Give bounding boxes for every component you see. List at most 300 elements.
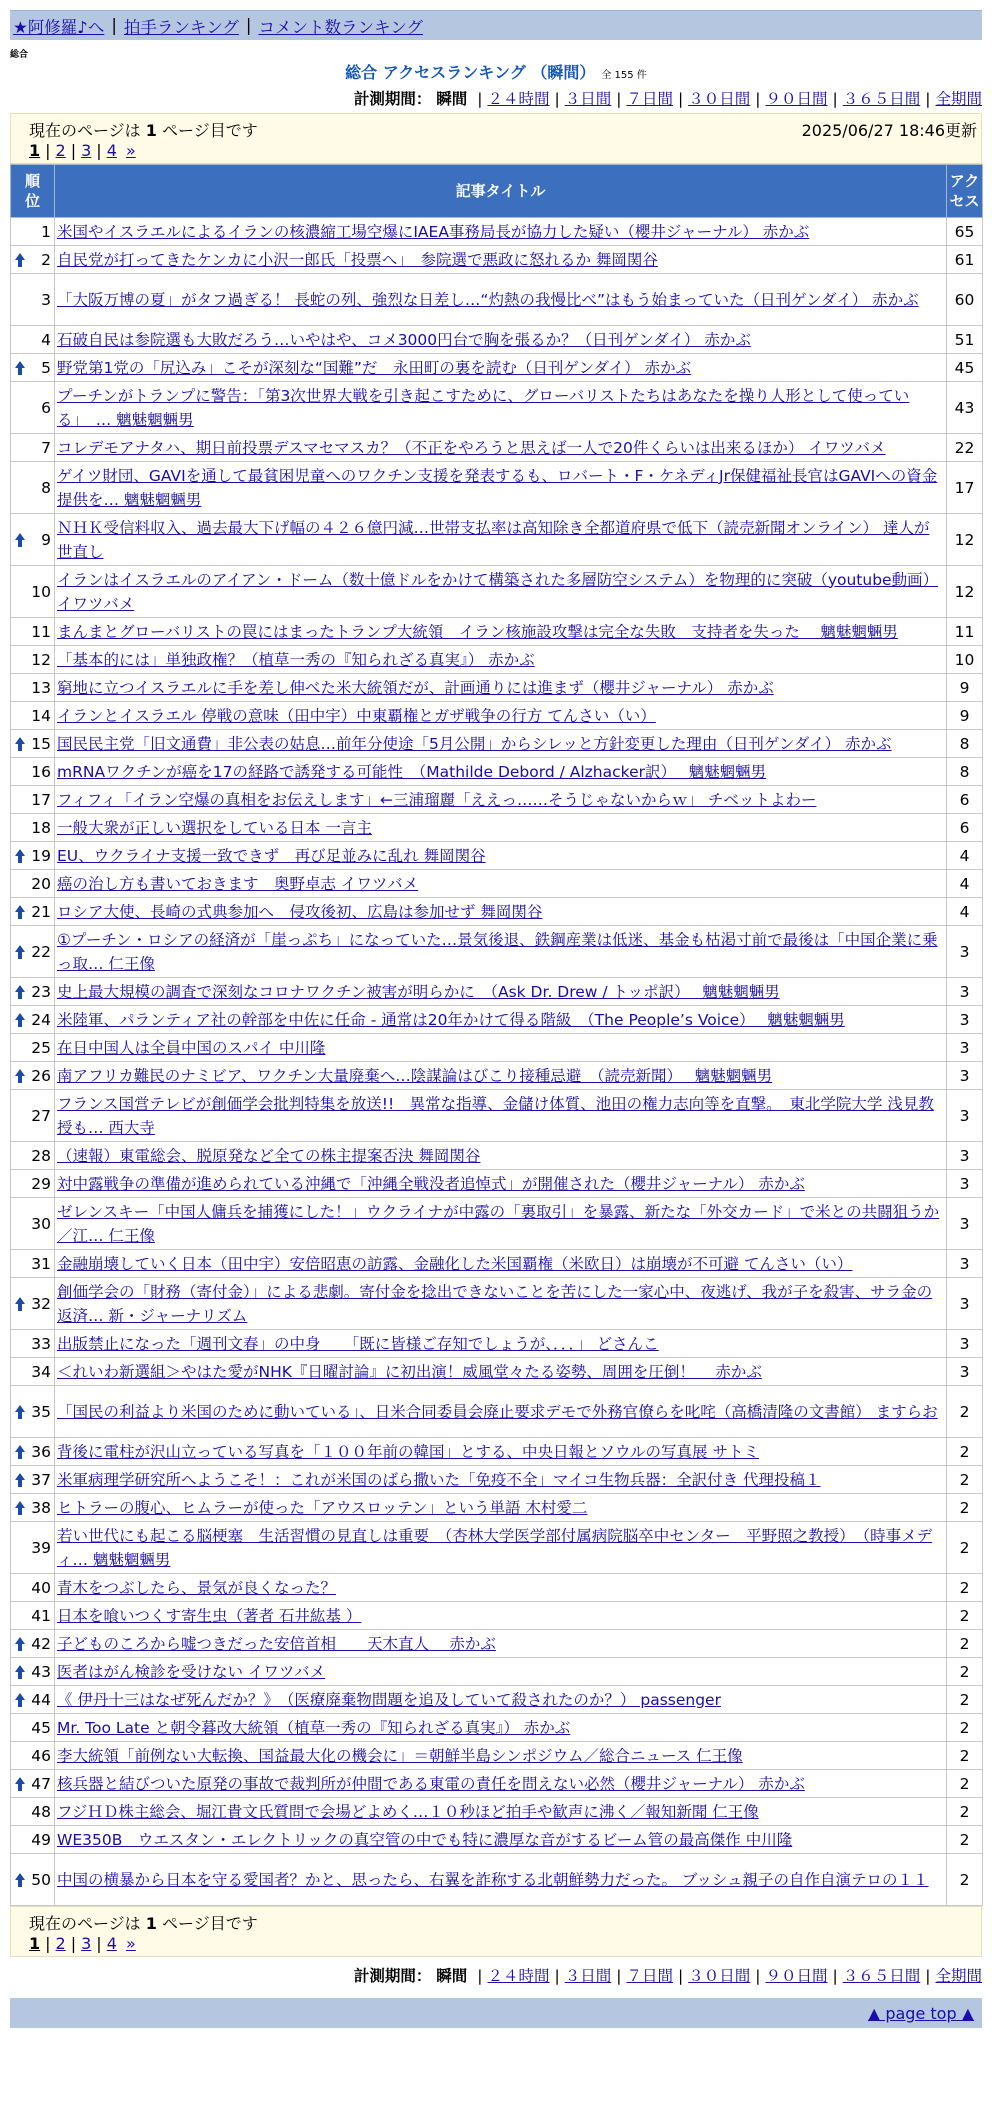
header-access (947, 165, 983, 218)
access-count: 3 (947, 1062, 983, 1090)
article-title-link[interactable]: 米国やイスラエルによるイランの核濃縮工場空爆にIAEA事務局長が協力した疑い（櫻井ジャーナル） 赤かぶ (57, 222, 810, 241)
table-row (11, 354, 983, 382)
title-cell (55, 646, 947, 674)
access-count: 3 (947, 978, 983, 1006)
page-link[interactable]: 3 (81, 1934, 92, 1953)
table-row (11, 814, 983, 842)
rank-number: 43 (31, 1662, 51, 1681)
rank-cell (11, 1714, 55, 1742)
rank-number: 48 (31, 1802, 51, 1821)
access-count: 2 (947, 1658, 983, 1686)
article-title-link[interactable]: 南アフリカ難民のナミビア、ワクチン大量廃棄へ…陰謀論はびこり接種忌避 （読売新聞） 魑魅魍魎男 (57, 1066, 773, 1085)
rank-number: 35 (31, 1402, 51, 1421)
article-title-link[interactable]: 米陸軍、パランティア社の幹部を中佐に任命 - 通常は20年かけて得る階級 （The People’s Voice） 魑魅魍魎男 (57, 1010, 845, 1029)
title-cell (55, 326, 947, 354)
rank-number: 30 (31, 1214, 51, 1233)
rank-up-arrow-icon (15, 945, 25, 959)
period-link[interactable]: ３６５日間 (842, 1967, 921, 1985)
article-title-link[interactable]: 「国民の利益より米国のために動いている」、日米合同委員会廃止要求デモで外務官僚らを叱咤（高橋清隆の文書館） ますらお (57, 1402, 938, 1421)
table-row (11, 1090, 983, 1142)
page-link[interactable]: 4 (106, 141, 117, 160)
access-count: 3 (947, 1198, 983, 1250)
access-count: 2 (947, 1630, 983, 1658)
page-info-prefix: 現在のページは (29, 1914, 146, 1933)
period-link[interactable]: ７日間 (626, 1967, 673, 1985)
rank-number: 37 (31, 1470, 51, 1489)
table-row (11, 1250, 983, 1278)
rank-cell (11, 1494, 55, 1522)
rank-cell (11, 674, 55, 702)
article-title-link[interactable]: ①プーチン・ロシアの経済が「崖っぷち」になっていた…景気後退、鉄鋼産業は低迷、基金も枯渇寸前で最後は「中国企業に乗っ取… 仁王像 (57, 930, 938, 973)
article-title-link[interactable]: 野党第1党の「尻込み」こそが深刻な“国難”だ 永田町の裏を読む（日刊ゲンダイ） 赤かぶ (57, 358, 692, 377)
access-count: 2 (947, 1522, 983, 1574)
rank-cell (11, 274, 55, 326)
title-cell (55, 514, 947, 566)
article-title-link[interactable]: 青木をつぶしたら、景気が良くなった？ (57, 1578, 337, 1597)
page-link[interactable]: 2 (55, 141, 66, 160)
period-link[interactable]: ３０日間 (688, 1967, 751, 1985)
rank-cell (11, 1250, 55, 1278)
title-cell (55, 786, 947, 814)
table-row (11, 1602, 983, 1630)
rank-cell (11, 1826, 55, 1854)
article-title-link[interactable]: 李大統領「前例ない大転換、国益最大化の機会に」＝朝鮮半島シンポジウム／総合ニュース 仁王像 (57, 1746, 743, 1765)
article-title-link[interactable]: 《 伊丹十三はなぜ死んだか？》 （医療廃棄物問題を追及していて殺されたのか？） passenger (57, 1690, 721, 1709)
title-cell (55, 1250, 947, 1278)
article-title-link[interactable]: ロシア大使、長崎の式典参加へ 侵攻後初、広島は参加せず 舞岡関谷 (57, 902, 543, 921)
article-title-link[interactable]: Mr. Too Late と朝令暮改大統領（植草一秀の『知られざる真実』） 赤かぶ (57, 1718, 571, 1737)
period-separator: | (477, 90, 483, 108)
rank-up-arrow-icon (15, 1665, 25, 1679)
article-title-link[interactable]: イランとイスラエル 停戦の意味（田中宇）中東覇権とガザ戦争の行方 てんさい（い） (57, 706, 656, 725)
table-row (11, 1658, 983, 1686)
title-cell (55, 898, 947, 926)
article-title-link[interactable]: 出版禁止になった「週刊文春」の中身 「既に皆様ご存知でしょうが、．．．」 どさんこ (57, 1334, 659, 1353)
title-cell (55, 1198, 947, 1250)
rank-number: 39 (31, 1538, 51, 1557)
title-cell (55, 1278, 947, 1330)
article-title-link[interactable]: WE350B ウエスタン・エレクトリックの真空管の中でも特に濃厚な音がするビーム管の最高傑作 中川隆 (57, 1830, 793, 1849)
rank-number: 36 (31, 1442, 51, 1461)
title-cell (55, 1770, 947, 1798)
table-row (11, 1062, 983, 1090)
page-link[interactable]: 2 (55, 1934, 66, 1953)
page-top-link[interactable]: ▲ page top ▲ (867, 2004, 974, 2023)
table-row (11, 1686, 983, 1714)
rank-number: 50 (31, 1870, 51, 1889)
period-separator: | (678, 90, 684, 108)
rank-cell (11, 326, 55, 354)
title-cell (55, 218, 947, 246)
rank-cell (11, 1358, 55, 1386)
rank-cell (11, 646, 55, 674)
rank-cell (11, 898, 55, 926)
rank-number: 13 (31, 678, 51, 697)
page-link[interactable]: 4 (106, 1934, 117, 1953)
header-rank (11, 165, 55, 218)
period-link[interactable]: 全期間 (935, 90, 982, 108)
rank-cell (11, 1742, 55, 1770)
article-title-link[interactable]: プーチンがトランプに警告：「第3次世界大戦を引き起こすために、グローバリストたちはあなたを操り人形として使っている」 … 魑魅魍魎男 (57, 386, 910, 429)
header-title: 記事タイトル (55, 165, 947, 218)
article-title-link[interactable]: イランはイスラエルのアイアン・ドーム（数十億ドルをかけて構築された多層防空システム）を物理的に突破（youtube動画） イワツバメ (57, 570, 939, 613)
article-title-link[interactable]: コレデモアナタハ、期日前投票デスマセマスカ？（不正をやろうと思えば一人で20件くらいは出来るほか） イワツバメ (57, 438, 886, 457)
page-separator: | (45, 1934, 51, 1953)
title-cell (55, 1358, 947, 1386)
nav-link-asyura-home[interactable]: ★阿修羅♪へ (13, 17, 105, 37)
article-title-link[interactable]: フランス国営テレビが創価学会批判特集を放送!! 異常な指導、金儲け体質、池田の権力志向等を直撃。 東北学院大学 浅見教授も… 西大寺 (57, 1094, 934, 1137)
table-row (11, 246, 983, 274)
title-cell (55, 870, 947, 898)
ranking-table (10, 164, 983, 1906)
period-link[interactable]: ３６５日間 (842, 90, 921, 108)
nav-link-comment-ranking[interactable]: コメント数ランキング (258, 17, 423, 37)
access-count: 3 (947, 1170, 983, 1198)
table-row (11, 1198, 983, 1250)
title-cell (55, 1602, 947, 1630)
rank-up-arrow-icon (15, 1501, 25, 1515)
access-count: 22 (947, 434, 983, 462)
title-cell (55, 1170, 947, 1198)
table-row (11, 730, 983, 758)
title-cell (55, 674, 947, 702)
page-separator: | (70, 141, 77, 160)
table-row (11, 514, 983, 566)
rank-number: 41 (31, 1606, 51, 1625)
header-access-label: アクセス (949, 172, 980, 210)
page-info-suffix: ページ目です (156, 1914, 258, 1933)
table-row (11, 758, 983, 786)
article-title-link[interactable]: 米軍病理学研究所へようこそ！：これが米国のばら撒いた「免疫不全」マイコ生物兵器：全訳付き 代理投稿１ (57, 1470, 821, 1489)
article-title-link[interactable]: 中国の横暴から日本を守る愛国者？かと、思ったら、右翼を詐称する北朝鮮勢力だった。 ブッシュ親子の自作自演テロの１１ (57, 1870, 929, 1889)
access-count: 61 (947, 246, 983, 274)
period-link[interactable]: ７日間 (626, 90, 673, 108)
article-title-link[interactable]: フジＨＤ株主総会、堀江貴文氏質問で会場どよめく…１０秒ほど拍手や歓声に沸く／報知新聞 仁王像 (57, 1802, 759, 1821)
page-info-prefix: 現在のページは (29, 121, 146, 140)
title-cell (55, 1142, 947, 1170)
table-row (11, 382, 983, 434)
article-title-link[interactable]: ＮＨＫ受信料収入、過去最大下げ幅の４２６億円減…世帯支払率は高知除き全都道府県で低下（読売新聞オンライン） 達人が世直し (57, 518, 930, 561)
access-count: 3 (947, 1006, 983, 1034)
total-count: 全 155 件 (601, 70, 647, 81)
access-count: 43 (947, 382, 983, 434)
article-title-link[interactable]: 医者はがん検診を受けない イワツバメ (57, 1662, 326, 1681)
rank-cell (11, 702, 55, 730)
title-cell (55, 246, 947, 274)
period-separator: | (616, 1967, 622, 1985)
access-count: 10 (947, 646, 983, 674)
article-title-link[interactable]: 核兵器と結びついた原発の事故で裁判所が仲間である東電の責任を問えない必然（櫻井ジャーナル） 赤かぶ (57, 1774, 805, 1793)
article-title-link[interactable]: 自民党が打ってきたケンカに小沢一郎氏「投票へ」 参院選で悪政に怒れるか 舞岡関谷 (57, 250, 658, 269)
article-title-link[interactable]: フィフィ「イラン空爆の真相をお伝えします」←三浦瑠麗「ええっ……そうじゃないからｗ」 チベットよわー (57, 790, 817, 809)
period-separator: | (925, 90, 931, 108)
access-count: 2 (947, 1438, 983, 1466)
title-cell (55, 1798, 947, 1826)
rank-cell (11, 1330, 55, 1358)
rank-up-arrow-icon (15, 905, 25, 919)
title-cell (55, 1742, 947, 1770)
rank-number: 26 (31, 1066, 51, 1085)
article-title-link[interactable]: 若い世代にも起こる脳梗塞 生活習慣の見直しは重要 （杏林大学医学部付属病院脳卒中センター 平野照之教授） （時事メディ… 魑魅魍魎男 (57, 1526, 933, 1569)
rank-cell (11, 926, 55, 978)
period-separator: | (554, 1967, 560, 1985)
article-title-link[interactable]: （速報）東電総会、脱原発など全ての株主提案否決 舞岡関谷 (57, 1146, 481, 1165)
rank-cell (11, 1386, 55, 1438)
access-count: 2 (947, 1742, 983, 1770)
next-page-link[interactable]: » (125, 1934, 136, 1953)
title-cell (55, 1330, 947, 1358)
title-cell (55, 1854, 947, 1906)
rank-up-arrow-icon (15, 1473, 25, 1487)
rank-up-arrow-icon (15, 533, 25, 547)
access-count: 2 (947, 1826, 983, 1854)
rank-number: 40 (31, 1578, 51, 1597)
article-title-link[interactable]: 子どものころから嘘つきだった安倍首相 天木直人 赤かぶ (57, 1634, 496, 1653)
page-separator: | (96, 1934, 102, 1953)
article-title-link[interactable]: 窮地に立つイスラエルに手を差し伸べた米大統領だが、計画通りには進まず（櫻井ジャーナル） 赤かぶ (57, 678, 774, 697)
article-title-link[interactable]: ＜れいわ新選組＞やはた愛がNHK『日曜討論』に初出演！威風堂々たる姿勢、周囲を圧倒！ 赤かぶ (57, 1362, 762, 1381)
rank-up-arrow-icon (15, 1445, 25, 1459)
article-title-link[interactable]: 史上最大規模の調査で深刻なコロナワクチン被害が明らかに （Ask Dr. Drew / トッポ訳） 魑魅魍魎男 (57, 982, 780, 1001)
article-title-link[interactable]: EU、ウクライナ支援一致できず 再び足並みに乱れ 舞岡関谷 (57, 846, 486, 865)
access-count: 45 (947, 354, 983, 382)
rank-number: 6 (41, 398, 51, 417)
rank-cell (11, 1522, 55, 1574)
rank-cell (11, 786, 55, 814)
article-title-link[interactable]: 金融崩壊していく日本（田中宇）安倍昭恵の訪露、金融化した米国覇権（米欧日）は崩壊が不可避 てんさい（い） (57, 1254, 853, 1273)
table-header-row (11, 165, 983, 218)
rank-up-arrow-icon (15, 737, 25, 751)
period-link[interactable]: ３日間 (564, 1967, 612, 1985)
table-row (11, 1466, 983, 1494)
title-cell (55, 1494, 947, 1522)
rank-cell (11, 382, 55, 434)
article-title-link[interactable]: 石破自民は参院選も大敗だろう…いやはや、コメ3000円台で胸を張るか？（日刊ゲンダイ） 赤かぶ (57, 330, 751, 349)
period-selector-top (354, 87, 982, 109)
period-separator: | (832, 90, 838, 108)
period-label: 計測期間： (353, 90, 432, 108)
table-row (11, 702, 983, 730)
rank-cell (11, 1602, 55, 1630)
period-separator: | (925, 1967, 931, 1985)
period-link[interactable]: 全期間 (935, 1967, 982, 1985)
title-cell (55, 462, 947, 514)
rank-number: 9 (41, 530, 51, 549)
table-row (11, 786, 983, 814)
rank-cell (11, 514, 55, 566)
rank-number: 4 (41, 330, 51, 349)
title-cell (55, 1522, 947, 1574)
rank-up-arrow-icon (15, 361, 25, 375)
table-row (11, 870, 983, 898)
article-title-link[interactable]: 日本を喰いつくす寄生虫（著者 石井紘基 ） (57, 1606, 362, 1625)
title-cell (55, 1386, 947, 1438)
table-row (11, 274, 983, 326)
title-cell (55, 434, 947, 462)
title-cell (55, 758, 947, 786)
article-title-link[interactable]: ゼレンスキー「中国人傭兵を捕獲にした！」ウクライナが中露の「裏取引」を暴露、新たな「外交カード」で米との共闘狙うか／江… 仁王像 (57, 1202, 940, 1245)
period-link[interactable]: ９０日間 (765, 90, 828, 108)
access-count: 9 (947, 702, 983, 730)
page-separator: | (70, 1934, 77, 1953)
title-cell (55, 274, 947, 326)
title-cell (55, 1658, 947, 1686)
rank-cell (11, 1854, 55, 1906)
access-count: 2 (947, 1714, 983, 1742)
table-row (11, 1170, 983, 1198)
rank-number: 12 (31, 650, 51, 669)
rank-number: 33 (31, 1334, 51, 1353)
table-row (11, 1386, 983, 1438)
rank-cell (11, 1658, 55, 1686)
rank-cell (11, 462, 55, 514)
next-page-link[interactable]: » (125, 141, 136, 160)
table-row (11, 462, 983, 514)
table-row (11, 1142, 983, 1170)
table-row (11, 1522, 983, 1574)
period-separator: | (755, 90, 761, 108)
rank-number: 19 (31, 846, 51, 865)
article-title-link[interactable]: 癌の治し方も書いておきます 奥野卓志 イワツバメ (57, 874, 419, 893)
rank-cell (11, 1170, 55, 1198)
title-cell (55, 1062, 947, 1090)
rank-cell (11, 218, 55, 246)
access-count: 11 (947, 618, 983, 646)
article-title-link[interactable]: 国民民主党「旧文通費」非公表の姑息…前年分使途「5月公開」からシレッと方針変更した理由（日刊ゲンダイ） 赤かぶ (57, 734, 892, 753)
table-row (11, 1574, 983, 1602)
rank-cell (11, 1574, 55, 1602)
period-separator: | (755, 1967, 761, 1985)
rank-cell (11, 758, 55, 786)
nav-link-applause-ranking[interactable]: 拍手ランキング (123, 17, 239, 37)
title-cell (55, 730, 947, 758)
article-title-link[interactable]: まんまとグローバリストの罠にはまったトランプ大統領 イラン核施設攻撃は完全な失敗 支持者を失った 魑魅魍魎男 (57, 622, 898, 641)
category-label: 総合 (10, 50, 29, 60)
title-cell (55, 382, 947, 434)
rank-up-arrow-icon (15, 1297, 25, 1311)
access-count: 8 (947, 758, 983, 786)
title-cell (55, 1006, 947, 1034)
title-cell (55, 926, 947, 978)
access-count: 6 (947, 786, 983, 814)
rank-number: 8 (41, 478, 51, 497)
title-cell (55, 1630, 947, 1658)
rank-cell (11, 1142, 55, 1170)
rank-up-arrow-icon (15, 1405, 25, 1419)
access-count: 2 (947, 1602, 983, 1630)
rank-up-arrow-icon (15, 253, 25, 267)
rank-number: 29 (31, 1174, 51, 1193)
article-title-link[interactable]: 対中露戦争の準備が進められている沖縄で「沖縄全戦没者追悼式」が開催された（櫻井ジャーナル） 赤かぶ (57, 1174, 805, 1193)
table-row (11, 1630, 983, 1658)
access-count: 9 (947, 674, 983, 702)
rank-up-arrow-icon (15, 1777, 25, 1791)
table-row (11, 566, 983, 618)
period-link[interactable]: ９０日間 (765, 1967, 828, 1985)
updated-timestamp: 2025/06/27 18:46更新 (801, 121, 977, 140)
rank-number: 2 (41, 250, 51, 269)
article-title-link[interactable]: ヒトラーの腹心、ヒムラーが使った「アウスロッテン」という単語 木村愛二 (57, 1498, 588, 1517)
rank-cell (11, 978, 55, 1006)
table-row (11, 1770, 983, 1798)
article-title-link[interactable]: mRNAワクチンが癌を17の経路で誘発する可能性 （Mathilde Debord / Alzhacker訳） 魑魅魍魎男 (57, 762, 767, 781)
article-title-link[interactable]: 「基本的には」単独政権？（植草一秀の『知られざる真実』） 赤かぶ (57, 650, 535, 669)
access-count: 2 (947, 1574, 983, 1602)
rank-up-arrow-icon (15, 1069, 25, 1083)
table-row (11, 1798, 983, 1826)
rank-number: 21 (31, 902, 51, 921)
rank-number: 42 (31, 1634, 51, 1653)
period-selector-bottom (354, 1964, 982, 1986)
rank-cell (11, 1466, 55, 1494)
rank-number: 17 (31, 790, 51, 809)
article-title-link[interactable]: 一般大衆が正しい選択をしている日本 一言主 (57, 818, 372, 837)
article-title-link[interactable]: 創価学会の「財務（寄付金）」による悲劇。寄付金を捻出できないことを苦にした一家心中、夜逃げ、我が子を殺害、サラ金の返済… 新・ジャーナリズム (57, 1282, 933, 1325)
article-title-link[interactable]: ゲイツ財団、GAVIを通して最貧困児童へのワクチン支援を発表するも、ロバート・F・ケネディJr保健福祉長官はGAVIへの資金提供を… 魑魅魍魎男 (57, 466, 938, 509)
rank-number: 1 (41, 222, 51, 241)
table-row (11, 326, 983, 354)
access-count: 65 (947, 218, 983, 246)
bottom-bar (10, 1998, 982, 2028)
rank-number: 34 (31, 1362, 51, 1381)
access-count: 4 (947, 870, 983, 898)
page-info (29, 1911, 258, 1934)
table-row (11, 1714, 983, 1742)
article-title-link[interactable]: 背後に電柱が沢山立っている写真を「１００年前の韓国」とする、中央日報とソウルの写真展 サトミ (57, 1442, 759, 1461)
period-link[interactable]: ３日間 (564, 90, 612, 108)
rank-number: 16 (31, 762, 51, 781)
period-link[interactable]: ２４時間 (487, 90, 550, 108)
table-row (11, 1826, 983, 1854)
rank-cell (11, 814, 55, 842)
period-links (472, 1967, 982, 1985)
title-cell (55, 1034, 947, 1062)
table-row (11, 978, 983, 1006)
rank-number: 38 (31, 1498, 51, 1517)
period-label: 計測期間： (353, 1967, 432, 1985)
pagination-top (10, 113, 982, 164)
article-title-link[interactable]: 在日中国人は全員中国のスパイ 中川隆 (57, 1038, 326, 1057)
title-cell (55, 1686, 947, 1714)
rank-cell (11, 1198, 55, 1250)
ranking-table-body (11, 218, 983, 1906)
rank-number: 46 (31, 1746, 51, 1765)
access-count: 2 (947, 1770, 983, 1798)
page-info-suffix: ページ目です (156, 121, 258, 140)
article-title-link[interactable]: 「大阪万博の夏」がタフ過ぎる！ 長蛇の列、強烈な日差し…“灼熱の我慢比べ”はもう始まっていた（日刊ゲンダイ） 赤かぶ (57, 290, 919, 309)
title-cell (55, 566, 947, 618)
header-rank-label: 順位 (24, 172, 40, 210)
rank-number: 10 (31, 582, 51, 601)
access-count: 3 (947, 926, 983, 978)
access-count: 2 (947, 1494, 983, 1522)
title-cell (55, 354, 947, 382)
rank-cell (11, 870, 55, 898)
pagination-bottom (10, 1906, 982, 1957)
rank-cell (11, 1034, 55, 1062)
rank-up-arrow-icon (15, 985, 25, 999)
rank-cell (11, 1438, 55, 1466)
period-link[interactable]: ３０日間 (688, 90, 751, 108)
rank-number: 32 (31, 1294, 51, 1313)
page-separator: | (96, 141, 102, 160)
rank-cell (11, 1686, 55, 1714)
access-count: 3 (947, 1358, 983, 1386)
page-link[interactable]: 3 (81, 141, 92, 160)
period-link[interactable]: ２４時間 (487, 1967, 550, 1985)
rank-number: 45 (31, 1718, 51, 1737)
access-count: 2 (947, 1466, 983, 1494)
